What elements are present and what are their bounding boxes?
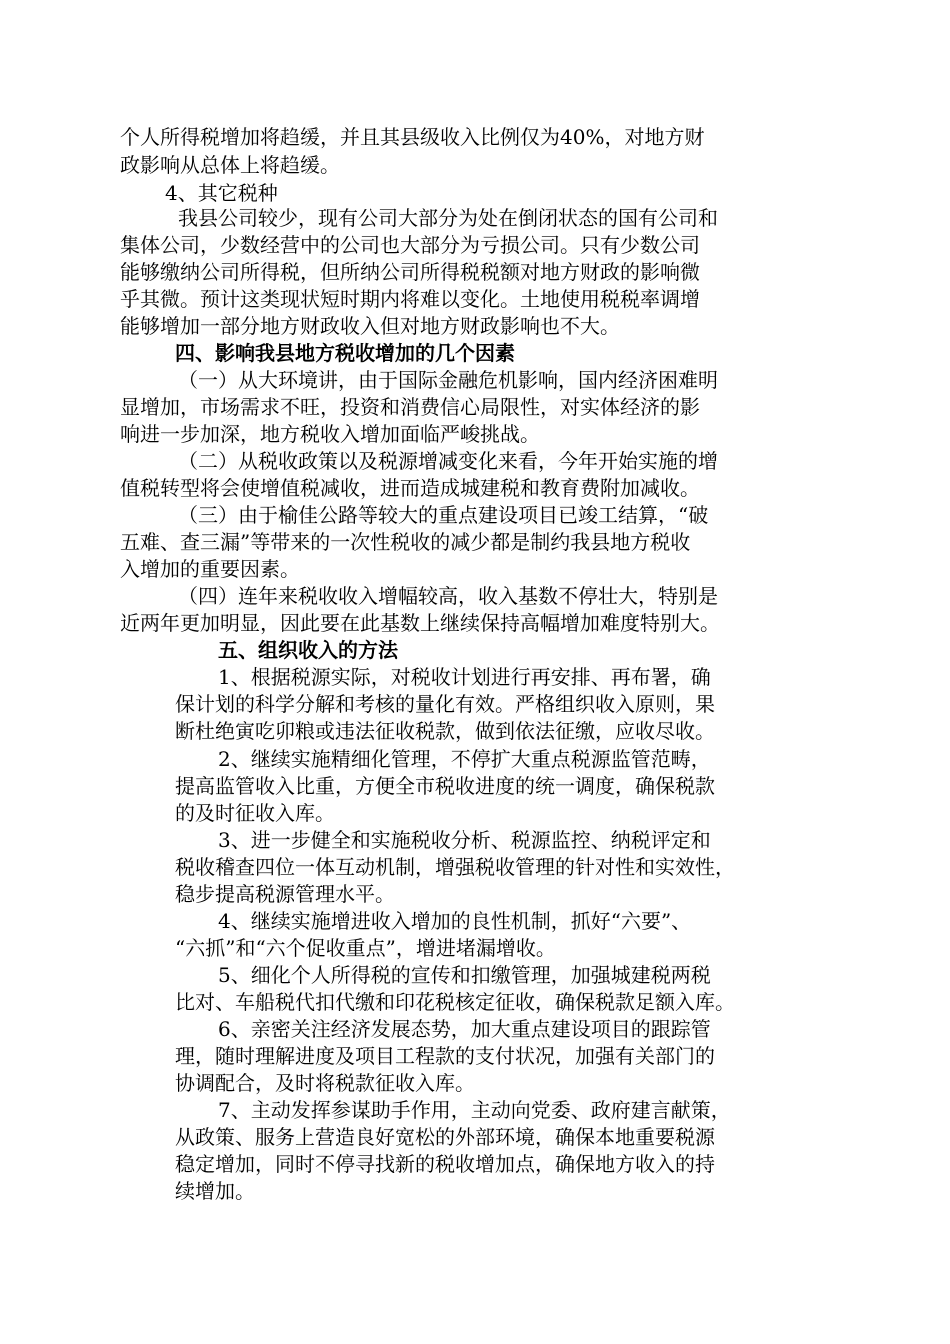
paragraph-line: 从政策、服务上营造良好宽松的外部环境，确保本地重要税源 xyxy=(175,1125,715,1149)
paragraph-line: 的及时征收入库。 xyxy=(175,801,335,825)
paragraph-line: 1、根据税源实际，对税收计划进行再安排、再布署，确 xyxy=(218,665,711,689)
paragraph-line: 个人所得税增加将趋缓，并且其县级收入比例仅为40%，对地方财 xyxy=(120,125,705,149)
paragraph-line: （二）从税收政策以及税源增减变化来看，今年开始实施的增 xyxy=(178,449,718,473)
paragraph-line: 能够缴纳公司所得税，但所纳公司所得税税额对地方财政的影响微 xyxy=(120,260,700,284)
paragraph-line: （四）连年来税收收入增幅较高，收入基数不停壮大，特别是 xyxy=(178,584,718,608)
paragraph-line: 7、主动发挥参谋助手作用，主动向党委、政府建言献策， xyxy=(218,1098,731,1122)
paragraph-line: 政影响从总体上将趋缓。 xyxy=(120,153,340,177)
paragraph-line: （三）由于榆佳公路等较大的重点建设项目已竣工结算，“破 xyxy=(178,503,709,527)
paragraph-line: 比对、车船税代扣代缴和印花税核定征收，确保税款足额入库。 xyxy=(175,990,735,1014)
paragraph-line: 集体公司，少数经营中的公司也大部分为亏损公司。只有少数公司 xyxy=(120,233,700,257)
paragraph-line: 续增加。 xyxy=(175,1179,255,1203)
paragraph-line: 税收稽查四位一体互动机制，增强税收管理的针对性和实效性， xyxy=(175,855,735,879)
paragraph-line: 显增加，市场需求不旺，投资和消费信心局限性，对实体经济的影 xyxy=(120,395,700,419)
paragraph-line: 3、进一步健全和实施税收分析、税源监控、纳税评定和 xyxy=(218,828,711,852)
paragraph-line: 6、亲密关注经济发展态势，加大重点建设项目的跟踪管 xyxy=(218,1017,711,1041)
paragraph-line: 2、继续实施精细化管理，不停扩大重点税源监管范畴， xyxy=(218,747,711,771)
paragraph-line: 乎其微。预计这类现状短时期内将难以变化。土地使用税税率调增 xyxy=(120,287,700,311)
paragraph-line: 值税转型将会使增值税减收，进而造成城建税和教育费附加减收。 xyxy=(120,476,700,500)
paragraph-line: 4、继续实施增进收入增加的良性机制，抓好“六要”、 xyxy=(218,909,692,933)
paragraph-line: 理，随时理解进度及项目工程款的支付状况，加强有关部门的 xyxy=(175,1044,715,1068)
paragraph-line: 保计划的科学分解和考核的量化有效。严格组织收入原则，果 xyxy=(175,692,715,716)
paragraph-line: 稳步提高税源管理水平。 xyxy=(175,882,395,906)
paragraph-line: 稳定增加，同时不停寻找新的税收增加点，确保地方收入的持 xyxy=(175,1152,715,1176)
paragraph-line: 入增加的重要因素。 xyxy=(120,557,300,581)
paragraph-line: 协调配合，及时将税款征收入库。 xyxy=(175,1071,475,1095)
paragraph-line: 我县公司较少，现有公司大部分为处在倒闭状态的国有公司和 xyxy=(178,206,718,230)
paragraph-line: 响进一步加深，地方税收入增加面临严峻挑战。 xyxy=(120,422,540,446)
paragraph-line: 断杜绝寅吃卯粮或违法征收税款，做到依法征缴，应收尽收。 xyxy=(175,719,715,743)
paragraph-line: 提高监管收入比重，方便全市税收进度的统一调度，确保税款 xyxy=(175,774,715,798)
section-heading-4: 四、影响我县地方税收增加的几个因素 xyxy=(175,341,515,365)
section-heading-5: 五、组织收入的方法 xyxy=(218,638,398,662)
paragraph-line: 5、细化个人所得税的宣传和扣缴管理，加强城建税两税 xyxy=(218,963,711,987)
paragraph-line: 能够增加一部分地方财政收入但对地方财政影响也不大。 xyxy=(120,314,620,338)
paragraph-line: “六抓”和“六个促收重点”，增进堵漏增收。 xyxy=(175,936,556,960)
paragraph-line: 近两年更加明显，因此要在此基数上继续保持高幅增加难度特别大。 xyxy=(120,611,720,635)
paragraph-line: （一）从大环境讲，由于国际金融危机影响，国内经济困难明 xyxy=(178,368,718,392)
paragraph-line: 五难、查三漏”等带来的一次性税收的减少都是制约我县地方税收 xyxy=(120,530,691,554)
subheading-other-taxes: 4、其它税种 xyxy=(165,181,278,205)
